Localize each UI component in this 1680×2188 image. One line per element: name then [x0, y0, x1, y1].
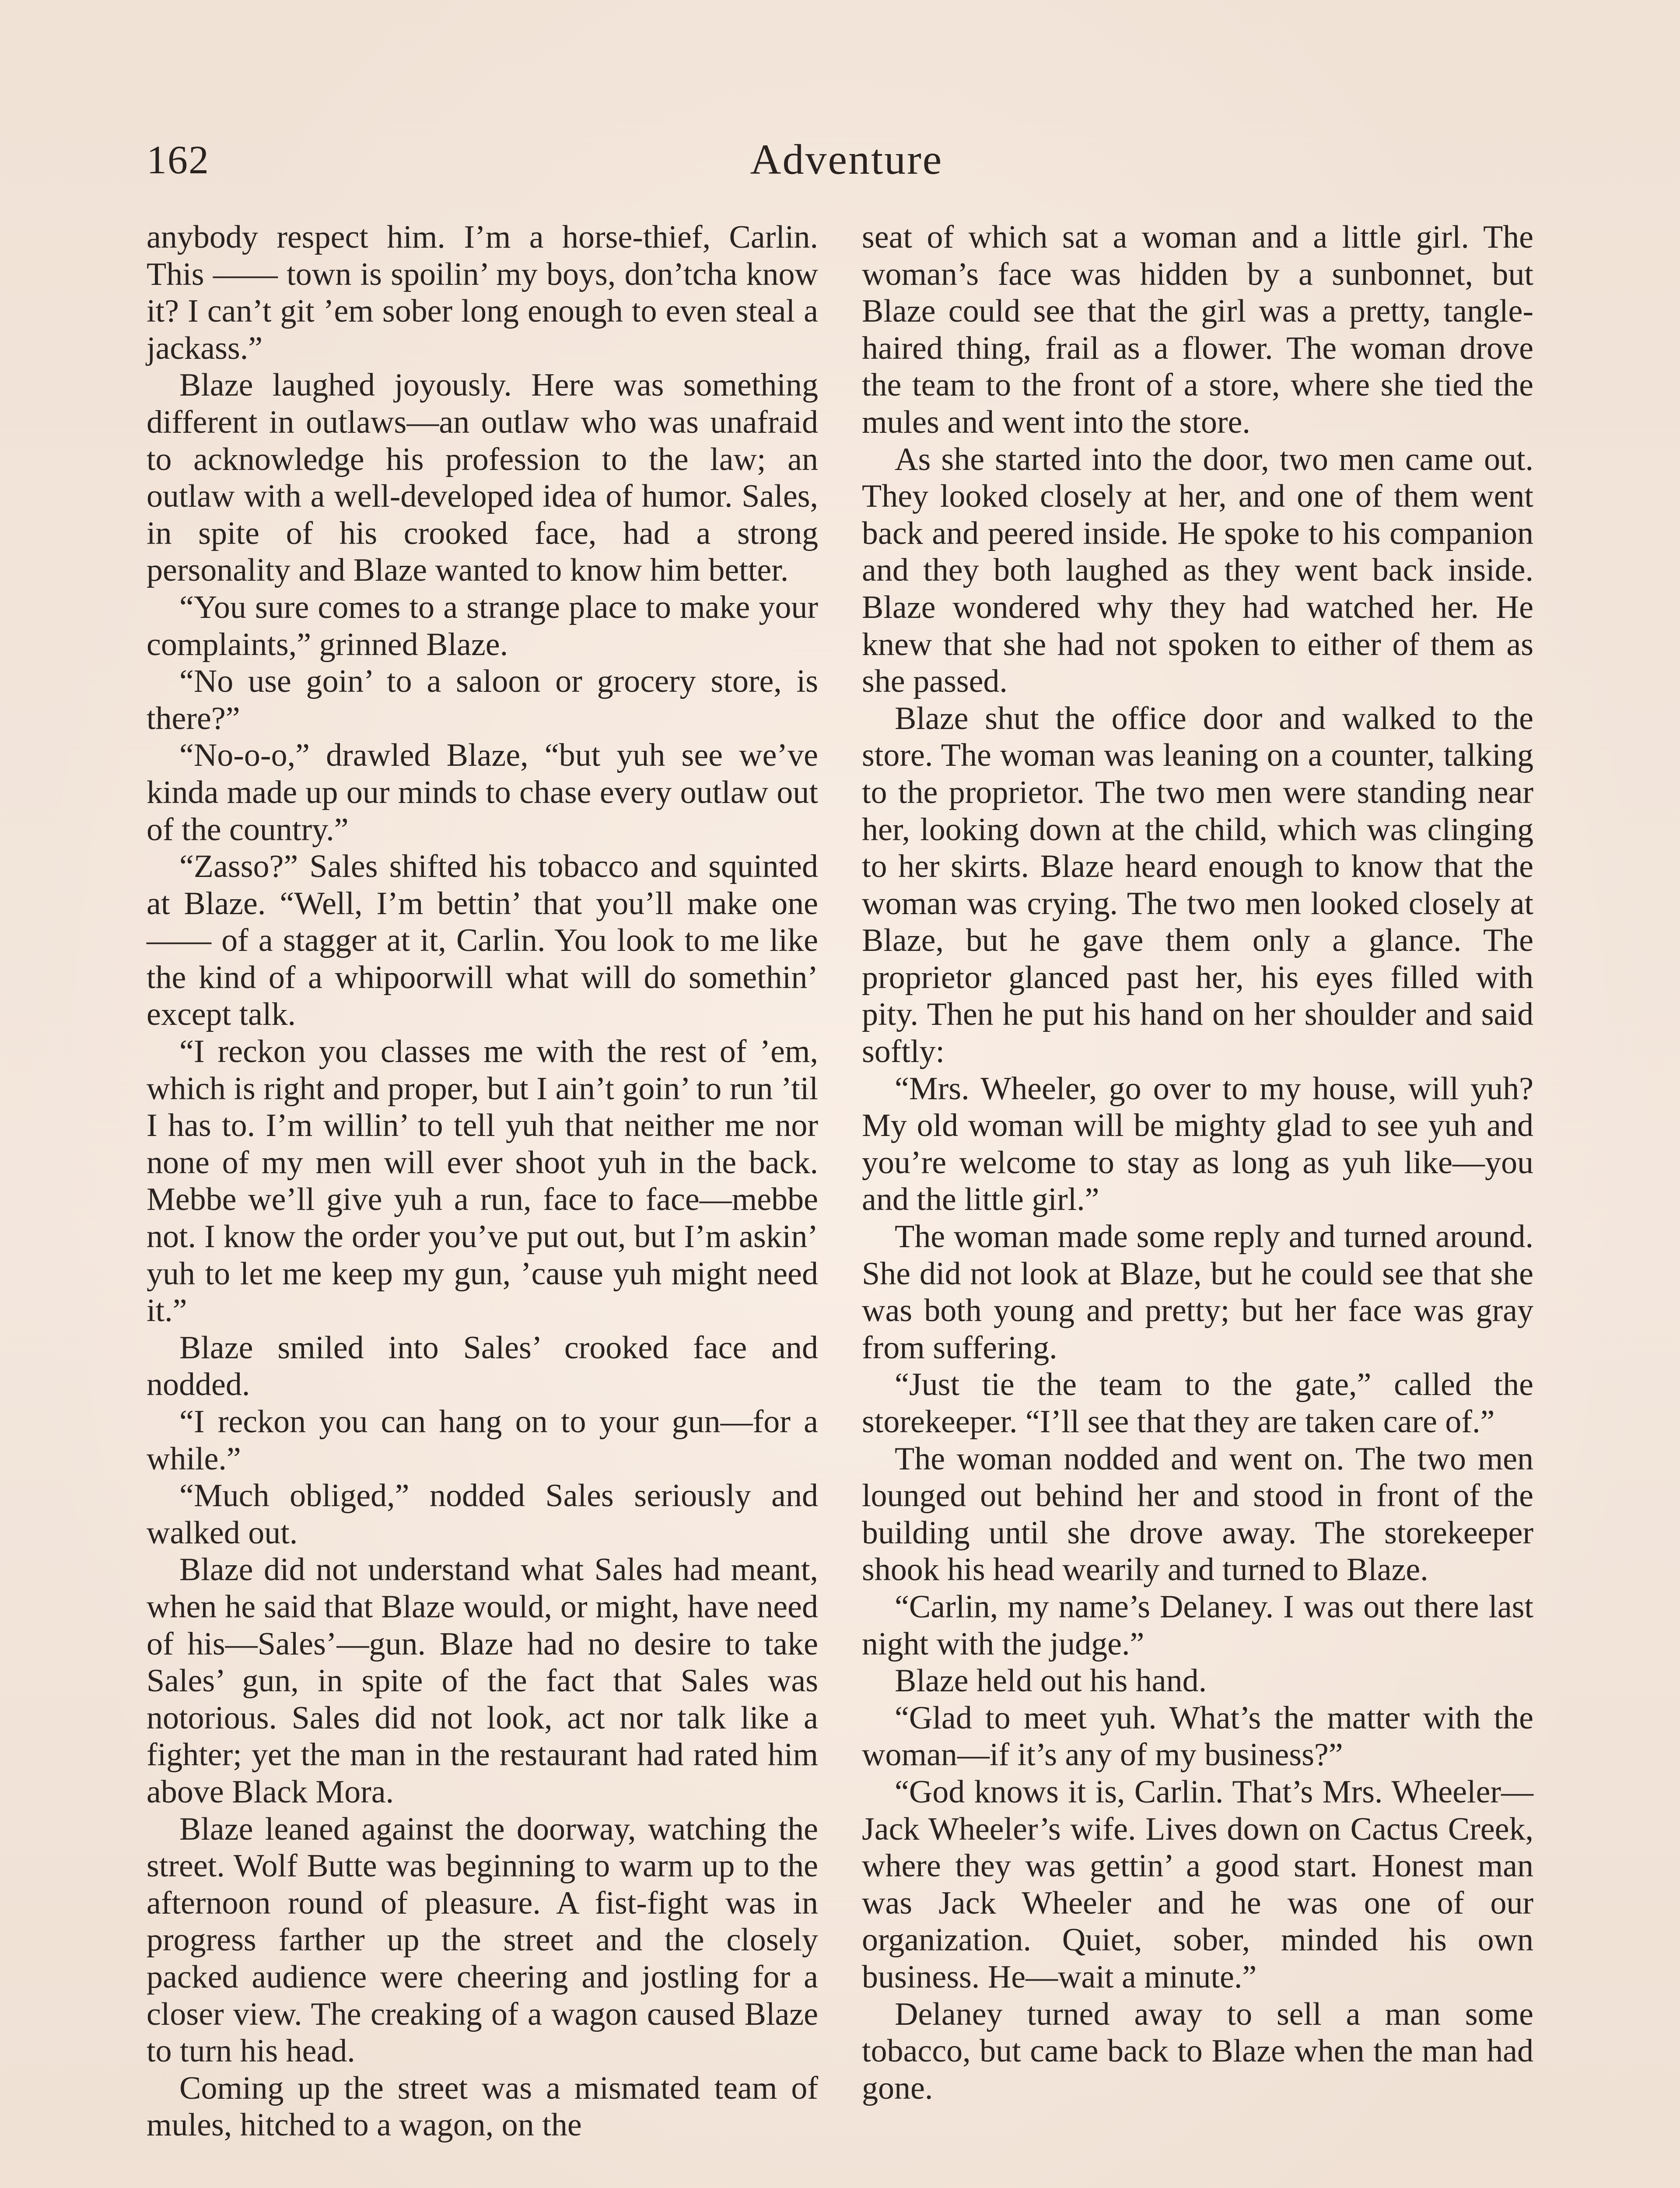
paragraph: “Carlin, my name’s Delaney. I was out there last night with the judge.” [862, 1588, 1533, 1662]
paragraph: “Glad to meet yuh. What’s the matter with the woman—if it’s any of my business?” [862, 1700, 1533, 1773]
paragraph: “Mrs. Wheeler, go over to my house, will yuh? My old woman will be mighty glad to see yuh and you’re welcome to stay as long as yuh like—you and the little girl.” [862, 1070, 1533, 1218]
paragraph: The woman nodded and went on. The two men lounged out behind her and stood in front of the building until she drove away. The storekeeper shook his head wearily and turned to Blaze. [862, 1441, 1533, 1588]
paragraph: As she started into the door, two men came out. They looked closely at her, and one of them went back and peered inside. He spoke to his companion and they both laughed as they went back inside. Blaze wondered why they had watched her. He knew that she had not spoken to either of them as she passed. [862, 441, 1533, 700]
paragraph: “Much obliged,” nodded Sales seriously and walked out. [147, 1478, 818, 1551]
paragraph: Coming up the street was a mismated team of mules, hitched to a wagon, on the [147, 2070, 818, 2143]
paragraph: “I reckon you can hang on to your gun—for a while.” [147, 1404, 818, 1477]
paragraph: Blaze shut the office door and walked to the store. The woman was leaning on a counter, talking to the proprietor. The two men were standing near her, looking down at the child, which was clinging to her skirts. Blaze heard enough to know that the woman was crying. The two men looked closely at Blaze, but he gave them only a glance. The proprietor glanced past her, his eyes filled with pity. Then he put his hand on her shoulder and said softly: [862, 700, 1533, 1070]
paragraph: Blaze held out his hand. [895, 1663, 1207, 1699]
paragraph: “No use goin’ to a saloon or grocery store, is there?” [147, 663, 818, 736]
paragraph: “Zasso?” Sales shifted his tobacco and squinted at Blaze. “Well, I’m bettin’ that you’ll make one —— of a stagger at it, Carlin. You look to me like the kind of a whipoorwill what will do somethin’ except talk. [147, 849, 818, 1033]
paragraph: Blaze did not understand what Sales had meant, when he said that Blaze would, or might, have need of his—Sales’—gun. Blaze had no desire to take Sales’ gun, in spite of the fact that Sales was notorious. Sales did not look, act nor talk like a fighter; yet the man in the restaurant had rated him above Black Mora. [147, 1552, 818, 1810]
right-column [862, 219, 1533, 2107]
paragraph: “No-o-o,” drawled Blaze, “but yuh see we’ve kinda made up our minds to chase every outlaw out of the country.” [147, 737, 818, 848]
paragraph: “You sure comes to a strange place to make your complaints,” grinned Blaze. [147, 589, 818, 663]
paragraph: Delaney turned away to sell a man some tobacco, but came back to Blaze when the man had gone. [862, 1996, 1533, 2106]
page-header [147, 127, 1547, 193]
paragraph: seat of which sat a woman and a little girl. The woman’s face was hidden by a sunbonnet, but Blaze could see that the girl was a pretty, tangle-haired thing, frail as a flower. The woman drove the team to the front of a store, where she tied the mules and went into the store. [862, 219, 1533, 440]
paragraph: “I reckon you classes me with the rest of ’em, which is right and proper, but I ain’t goin’ to run ’til I has to. I’m willin’ to tell yuh that neither me nor none of my men will ever shoot yuh in the back. Mebbe we’ll give yuh a run, face to face—mebbe not. I know the order you’ve put out, but I’m askin’ yuh to let me keep my gun, ’cause yuh might need it.” [147, 1034, 818, 1329]
paragraph: The woman made some reply and turned around. She did not look at Blaze, but he could see that she was both young and pretty; but her face was gray from suffering. [862, 1219, 1533, 1366]
page-number: 162 [147, 137, 210, 182]
paragraph: anybody respect him. I’m a horse-thief, Carlin. This —— town is spoilin’ my boys, don’tcha know it? I can’t git ’em sober long enough to even steal a jackass.” [147, 219, 818, 366]
paragraph: “Just tie the team to the gate,” called the storekeeper. “I’ll see that they are taken care of.” [862, 1367, 1533, 1440]
paragraph: Blaze laughed joyously. Here was something different in outlaws—an outlaw who was unafraid to acknowledge his profession to the law; an outlaw with a well-developed idea of humor. Sales, in spite of his crooked face, had a strong personality and Blaze wanted to know him better. [147, 367, 818, 589]
left-column [147, 219, 818, 2144]
running-title: Adventure [750, 136, 943, 183]
paragraph: Blaze leaned against the doorway, watching the street. Wolf Butte was beginning to warm up to the afternoon round of pleasure. A fist-fight was in progress farther up the street and the closely packed audience were cheering and jostling for a closer view. The creaking of a wagon caused Blaze to turn his head. [147, 1811, 818, 2069]
paragraph: “God knows it is, Carlin. That’s Mrs. Wheeler—Jack Wheeler’s wife. Lives down on Cactus Creek, where they was gettin’ a good start. Honest man was Jack Wheeler and he was one of our organization. Quiet, sober, minded his own business. He—wait a minute.” [862, 1774, 1533, 1995]
paragraph: Blaze smiled into Sales’ crooked face and nodded. [147, 1329, 818, 1403]
